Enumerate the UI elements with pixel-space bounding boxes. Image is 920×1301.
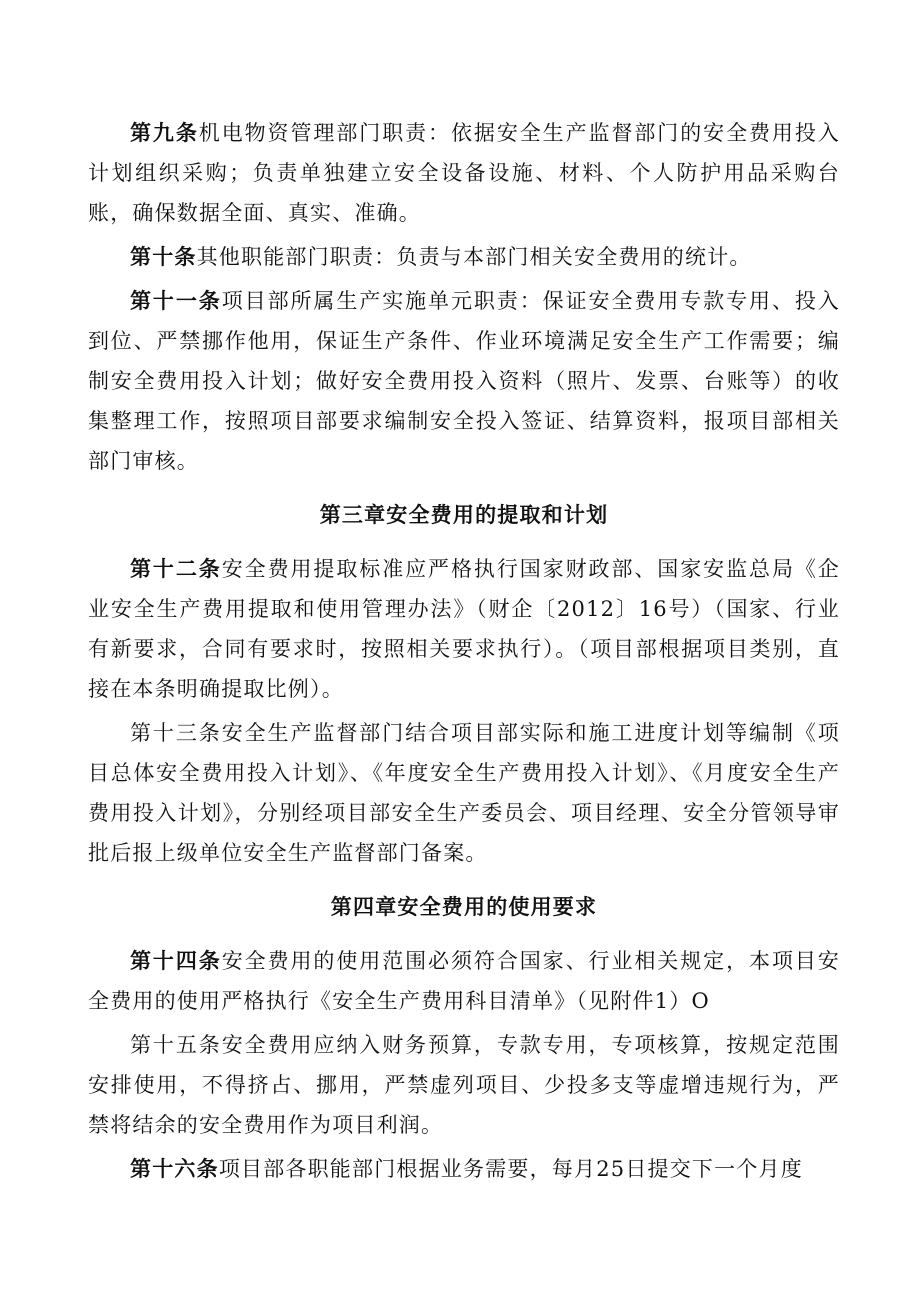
article-text: 项目部各职能部门根据业务需要，每月25日提交下一个月度 [218, 1157, 803, 1181]
article-number: 第十四条 [130, 948, 222, 973]
article-text: 安全费用提取标准应严格执行国家财政部、国家安监总局《企业安全生产费用提取和使用管理办法》（财企〔2012〕16号）（国家、行业有新要求，合同有要求时，按照相关要求执行）。（项目部根据项目类别，直接在本条明确提取比例）。 [88, 557, 840, 701]
article-15: 第十五条安全费用应纳入财务预算，专款专用，专项核算，按规定范围安排使用，不得挤占、挪用，严禁虚列项目、少投多支等虚增违规行为，严禁将结余的安全费用作为项目利润。 [88, 1033, 840, 1137]
article-number: 第十六条 [130, 1156, 219, 1181]
chapter-heading-4: 第四章安全费用的使用要求 [330, 894, 598, 919]
document-page [88, 113, 840, 1189]
article-text: 其他职能部门职责：负责与本部门相关安全费用的统计。 [196, 245, 752, 269]
article-16 [88, 1149, 840, 1189]
article-number: 第十一条 [130, 288, 222, 313]
article-9 [88, 113, 840, 233]
article-number: 第十二条 [130, 556, 222, 581]
article-number: 第十条 [130, 244, 197, 269]
article-text: 项目部所属生产实施单元职责：保证安全费用专款专用、投入到位、严禁挪作他用，保证生产条件、作业环境满足安全生产工作需要；编制安全费用投入计划；做好安全费用投入资料（照片、发票、台账等）的收集整理工作，按照项目部要求编制安全投入签证、结算资料，报项目部相关部门审核。 [88, 289, 840, 473]
article-10 [88, 237, 840, 277]
article-11 [88, 281, 840, 481]
article-text: 机电物资管理部门职责：依据安全生产监督部门的安全费用投入计划组织采购；负责单独建立安全设备设施、材料、个人防护用品采购台账，确保数据全面、真实、准确。 [88, 121, 840, 225]
article-text: 安全费用的使用范围必须符合国家、行业相关规定，本项目安全费用的使用严格执行《安全生产费用科目清单》（见附件1）O [88, 949, 840, 1013]
article-12 [88, 549, 840, 709]
chapter-heading-3: 第三章安全费用的提取和计划 [319, 502, 609, 527]
article-14 [88, 941, 840, 1021]
article-13: 第十三条安全生产监督部门结合项目部实际和施工进度计划等编制《项目总体安全费用投入计划》、《年度安全生产费用投入计划》、《月度安全生产费用投入计划》，分别经项目部安全生产委员会、项目经理、安全分管领导审批后报上级单位安全生产监督部门备案。 [88, 721, 840, 865]
article-number: 第九条 [130, 120, 199, 145]
